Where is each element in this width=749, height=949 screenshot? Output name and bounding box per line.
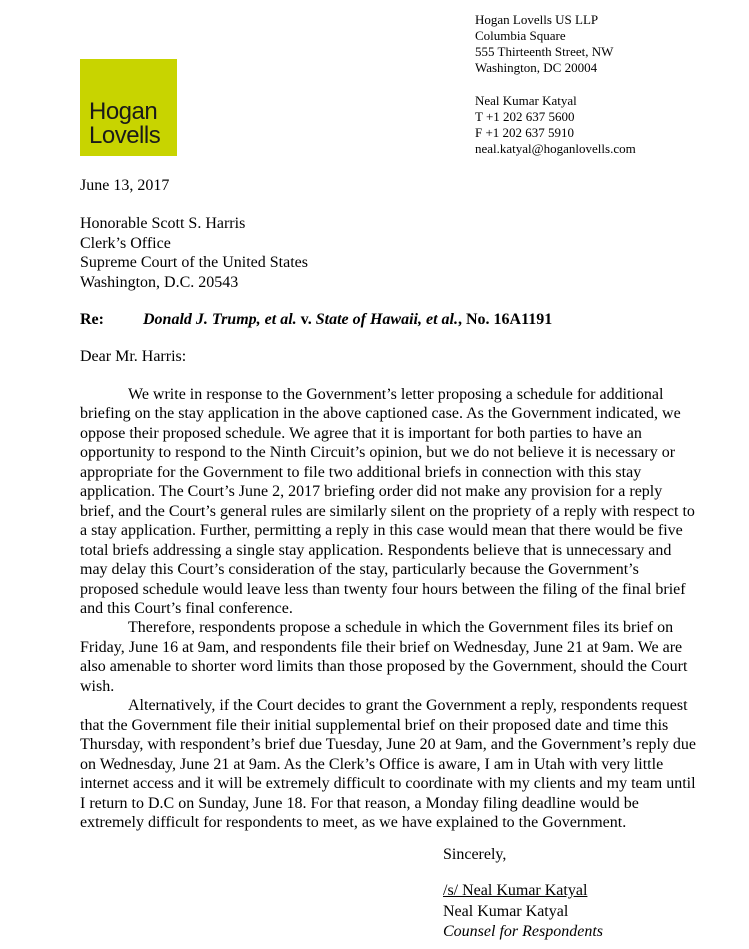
firm-street: 555 Thirteenth Street, NW: [475, 44, 614, 59]
sender-contact: [475, 93, 636, 157]
body-line: proposed schedule would leave less than twenty four hours between the filing of the final brief: [80, 580, 686, 598]
closing: Sincerely,: [443, 846, 507, 863]
firm-address: [475, 12, 613, 76]
body-line: that the Government file their initial supplemental brief on their proposed date and time this: [80, 716, 669, 734]
letter-date: June 13, 2017: [80, 177, 170, 194]
signature-block: [443, 881, 603, 943]
signatory-title: Counsel for Respondents: [443, 923, 603, 940]
body-line: brief, and the Court’s general rules are similarly silent on the propriety of a reply with respect to: [80, 502, 695, 520]
firm-city: Washington, DC 20004: [475, 60, 598, 75]
sender-phone: T +1 202 637 5600: [475, 109, 575, 124]
recipient-name: Honorable Scott S. Harris: [80, 215, 246, 232]
logo-wordmark: [89, 100, 160, 148]
recipient-office: Clerk’s Office: [80, 234, 171, 252]
body-line: internet access and it will be extremely difficult to coordinate with my clients and my team until: [80, 775, 696, 793]
body-line: opportunity to respond to the Ninth Circuit’s opinion, but we do not believe it is necessary or: [80, 444, 676, 462]
body-line: application. The Court’s June 2, 2017 briefing order did not make any provision for a reply: [80, 483, 663, 501]
sender-name: Neal Kumar Katyal: [475, 93, 577, 108]
body-line: Friday, June 16 at 9am, and respondents file their brief on Wednesday, June 21 at 9am. We are: [80, 638, 683, 656]
signatory-name: Neal Kumar Katyal: [443, 902, 569, 920]
body-line: briefing on the stay application in the above captioned case. As the Government indicated, we: [80, 405, 681, 423]
body-line: and this Court’s final conference.: [80, 599, 293, 617]
body-line: extremely difficult for respondents to meet, as we have explained to the Government.: [80, 813, 627, 831]
salutation: Dear Mr. Harris:: [80, 348, 187, 365]
re-line: [80, 310, 552, 330]
re-label: Re:: [80, 311, 104, 328]
body-line: on Wednesday, June 21 at 9am. As the Clerk’s Office is aware, I am in Utah with very little: [80, 755, 664, 773]
logo-line-hogan: Hogan: [89, 98, 158, 125]
body-line: may delay this Court’s consideration of the stay, particularly because the Government’s: [80, 561, 639, 579]
body-line: oppose their proposed schedule. We agree that it is important for both parties to have an: [80, 424, 642, 442]
hogan-lovells-logo: [80, 59, 177, 156]
electronic-signature: /s/ Neal Kumar Katyal: [443, 882, 588, 899]
sender-email: neal.katyal@hoganlovells.com: [475, 141, 636, 156]
letter-body: [80, 385, 696, 832]
recipient-court: Supreme Court of the United States: [80, 254, 308, 271]
body-line: Alternatively, if the Court decides to grant the Government a reply, respondents request: [128, 697, 688, 715]
re-case-number: , No. 16A1191: [457, 311, 553, 328]
re-versus: v.: [296, 311, 316, 328]
recipient-city: Washington, D.C. 20543: [80, 273, 239, 291]
re-party-2: State of Hawaii, et al.: [315, 311, 458, 328]
firm-name: Hogan Lovells US LLP: [475, 12, 599, 27]
body-line: Thursday, with respondent’s brief due Tuesday, June 20 at 9am, and the Government’s reply due: [80, 736, 697, 754]
body-line: also amenable to shorter word limits than those proposed by the Government, should the Court: [80, 658, 688, 676]
logo-line-lovells: Lovells: [89, 122, 161, 149]
body-line: wish.: [80, 677, 115, 695]
body-line: total briefs addressing a single stay application. Respondents believe that is unnecessary and: [80, 541, 672, 559]
re-party-1: Donald J. Trump, et al.: [143, 311, 297, 328]
body-line: We write in response to the Government’s letter proposing a schedule for additional: [128, 386, 664, 403]
body-line: I return to D.C on Sunday, June 18. For that reason, a Monday filing deadline would be: [80, 794, 639, 812]
firm-building: Columbia Square: [475, 28, 566, 43]
sender-fax: F +1 202 637 5910: [475, 125, 575, 140]
recipient-block: [80, 214, 308, 292]
body-line: appropriate for the Government to file two additional briefs in connection with this stay: [80, 463, 642, 481]
body-line: a stay application. Further, permitting a reply in this case would mean that there would be five: [80, 522, 683, 540]
body-line: Therefore, respondents propose a schedule in which the Government files its brief on: [128, 619, 674, 637]
